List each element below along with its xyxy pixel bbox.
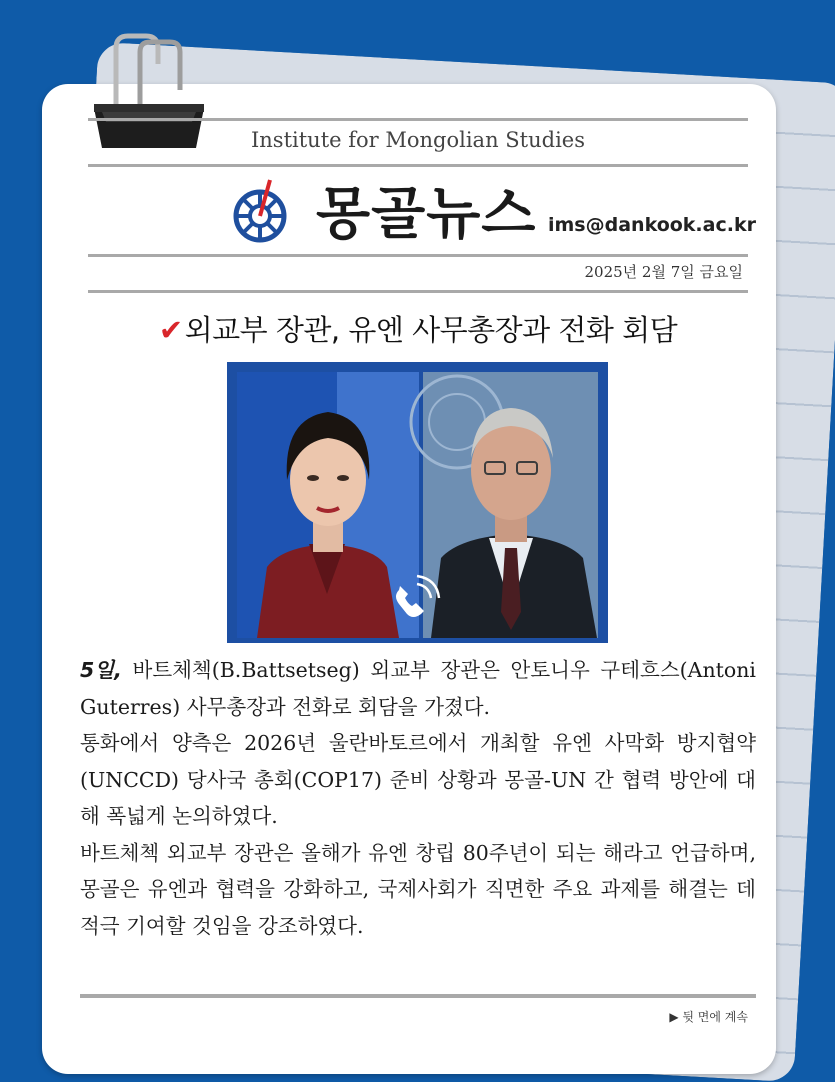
issue-date: 2025년 2월 7일 금요일 bbox=[584, 263, 743, 281]
article-photo bbox=[227, 362, 608, 643]
paragraph-3: 바트체첵 외교부 장관은 올해가 유엔 창립 80주년이 되는 해라고 언급하며, 몽골은 유엔과 협력을 강화하고, 국제사회가 직면한 주요 과제를 해결는 데 적극 기여할 것임을 강조하였다. bbox=[80, 840, 756, 938]
title-rule bbox=[88, 254, 748, 257]
continue-label: ▶ 뒷 면에 계속 bbox=[669, 1010, 748, 1024]
contact-email[interactable]: ims@dankook.ac.kr bbox=[548, 214, 756, 236]
bottom-rule bbox=[80, 994, 756, 998]
article-body bbox=[80, 652, 756, 944]
newsletter-title: 몽골뉴스 bbox=[316, 182, 537, 247]
secretary-general-portrait bbox=[411, 372, 598, 638]
headline-text: 외교부 장관, 유엔 사무총장과 전화 회담 bbox=[184, 313, 678, 347]
check-mark-icon: ✔ bbox=[158, 313, 183, 347]
institute-rule bbox=[88, 164, 748, 167]
paragraph-2: 통화에서 양측은 2026년 울란바토르에서 개최할 유엔 사막화 방지협약(UNCCD) 당사국 총회(COP17) 준비 상황과 몽골-UN 간 협력 방안에 대해 폭넓게 논의하였다. bbox=[80, 731, 756, 828]
lead-date: 5일, bbox=[80, 658, 122, 682]
paragraph-1: 5일, 바트체첵(B.Battsetseg) 외교부 장관은 안토니우 구테흐스(Antoni Guterres) 사무총장과 전화로 회담을 가졌다. bbox=[80, 658, 756, 719]
minister-portrait bbox=[237, 372, 419, 638]
institute-logo-icon bbox=[230, 178, 290, 244]
article-headline bbox=[88, 308, 748, 349]
institute-name: Institute for Mongolian Studies bbox=[250, 128, 585, 152]
top-rule bbox=[88, 118, 748, 121]
date-rule bbox=[88, 290, 748, 293]
